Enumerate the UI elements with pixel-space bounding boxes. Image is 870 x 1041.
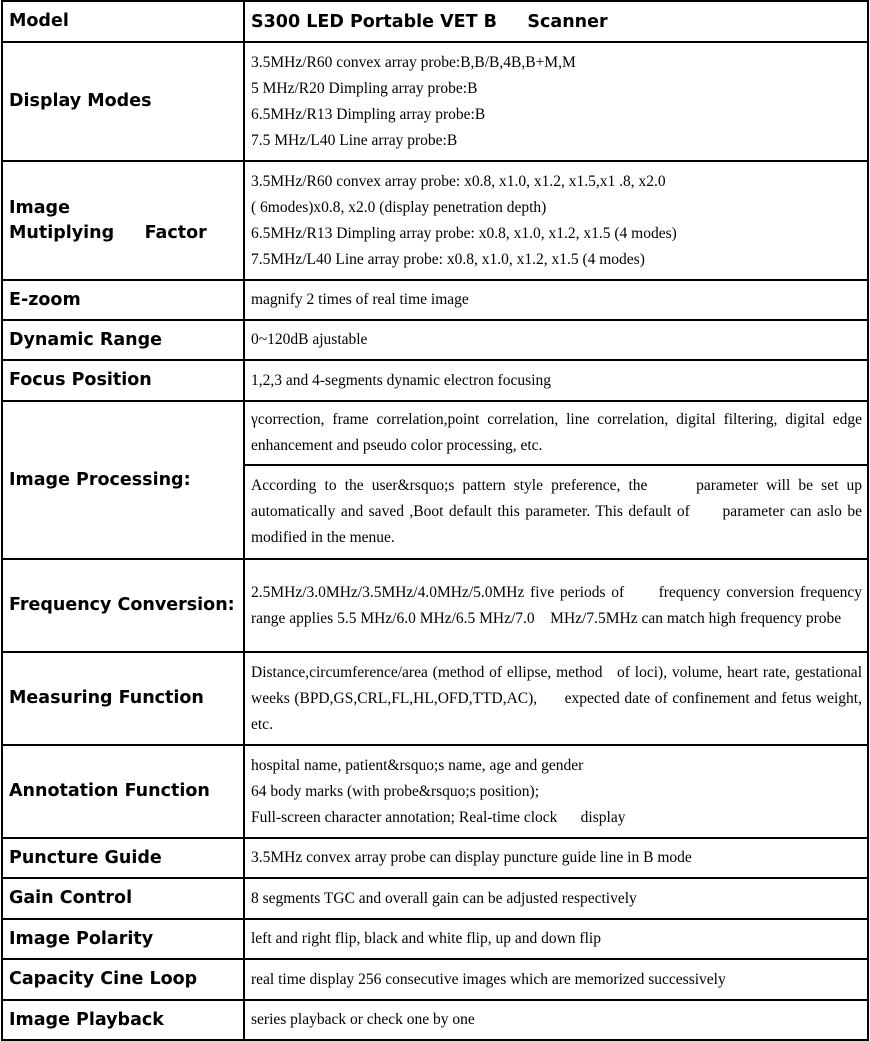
table-row xyxy=(2,559,868,652)
row-value-annotation-function xyxy=(244,745,868,838)
row-label-frequency-conversion: Frequency Conversion: xyxy=(2,559,244,652)
spec-table xyxy=(1,0,869,1041)
table-row xyxy=(2,652,868,745)
row-label-puncture-guide: Puncture Guide xyxy=(2,838,244,878)
table-row xyxy=(2,1,868,42)
row-value-focus-position: 1,2,3 and 4-segments dynamic electron focusing xyxy=(244,360,868,401)
row-value-image-processing-1: γcorrection, frame correlation,point correlation, line correlation, digital filtering, digital edge enhancement and pseudo color processing, etc. xyxy=(244,401,868,465)
factor-line: ( 6modes)x0.8, x2.0 (display penetration depth) xyxy=(251,198,547,216)
label-line: Image xyxy=(9,197,70,218)
row-value-image-multiplying-factor xyxy=(244,161,868,280)
factor-line: 7.5MHz/L40 Line array probe: x0.8, x1.0, x1.2, x1.5 (4 modes) xyxy=(251,250,645,268)
row-value-e-zoom: magnify 2 times of real time image xyxy=(244,280,868,320)
row-value-puncture-guide: 3.5MHz convex array probe can display puncture guide line in B mode xyxy=(244,838,868,878)
display-mode-line: 7.5 MHz/L40 Line array probe:B xyxy=(251,131,458,149)
label-line: Mutiplying Factor xyxy=(9,222,207,243)
row-label-e-zoom: E-zoom xyxy=(2,280,244,320)
row-label-model: Model xyxy=(2,1,244,42)
row-label-display-modes: Display Modes xyxy=(2,42,244,161)
table-row xyxy=(2,745,868,838)
row-value-measuring-function: Distance,circumference/area (method of ellipse, method of loci), volume, heart rate, gestational weeks (BPD,GS,CRL,FL,HL,OFD,TTD,AC), expected date of confinement and fetus weight, etc. xyxy=(244,652,868,745)
table-row xyxy=(2,401,868,465)
row-label-measuring-function: Measuring Function xyxy=(2,652,244,745)
row-label-focus-position: Focus Position xyxy=(2,360,244,401)
table-row xyxy=(2,42,868,161)
table-row xyxy=(2,878,868,919)
factor-line: 6.5MHz/R13 Dimpling array probe: x0.8, x1.0, x1.2, x1.5 (4 modes) xyxy=(251,224,677,242)
row-value-model: S300 LED Portable VET B Scanner xyxy=(244,1,868,42)
row-value-capacity-cine-loop: real time display 256 consecutive images which are memorized successively xyxy=(244,959,868,1000)
table-row xyxy=(2,280,868,320)
annotation-line: Full-screen character annotation; Real-time clock display xyxy=(251,808,626,826)
row-value-image-playback: series playback or check one by one xyxy=(244,1000,868,1040)
row-value-frequency-conversion: 2.5MHz/3.0MHz/3.5MHz/4.0MHz/5.0MHz five periods of frequency conversion frequency range applies 5.5 MHz/6.0 MHz/6.5 MHz/7.0 MHz/7.5MHz can match high frequency probe xyxy=(244,559,868,652)
display-mode-line: 5 MHz/R20 Dimpling array probe:B xyxy=(251,79,478,97)
table-row xyxy=(2,838,868,878)
annotation-line: hospital name, patient&rsquo;s name, age and gender xyxy=(251,756,584,774)
row-label-capacity-cine-loop: Capacity Cine Loop xyxy=(2,959,244,1000)
table-row xyxy=(2,1000,868,1040)
row-label-image-polarity: Image Polarity xyxy=(2,919,244,959)
row-value-display-modes xyxy=(244,42,868,161)
row-label-image-multiplying-factor xyxy=(2,161,244,280)
row-label-annotation-function: Annotation Function xyxy=(2,745,244,838)
annotation-line: 64 body marks (with probe&rsquo;s position); xyxy=(251,782,540,800)
display-mode-line: 6.5MHz/R13 Dimpling array probe:B xyxy=(251,105,486,123)
row-label-dynamic-range: Dynamic Range xyxy=(2,320,244,360)
table-row xyxy=(2,919,868,959)
display-mode-line: 3.5MHz/R60 convex array probe:B,B/B,4B,B+M,M xyxy=(251,53,576,71)
row-value-gain-control: 8 segments TGC and overall gain can be adjusted respectively xyxy=(244,878,868,919)
table-row xyxy=(2,360,868,401)
table-row xyxy=(2,959,868,1000)
table-row xyxy=(2,161,868,280)
row-label-image-processing: Image Processing: xyxy=(2,401,244,559)
row-value-dynamic-range: 0~120dB ajustable xyxy=(244,320,868,360)
row-value-image-polarity: left and right flip, black and white flip, up and down flip xyxy=(244,919,868,959)
table-row xyxy=(2,320,868,360)
row-label-gain-control: Gain Control xyxy=(2,878,244,919)
row-value-image-processing-2: According to the user&rsquo;s pattern style preference, the parameter will be set up automatically and saved ,Boot default this parameter. This default of parameter can aslo be modified in the menue. xyxy=(244,465,868,559)
factor-line: 3.5MHz/R60 convex array probe: x0.8, x1.0, x1.2, x1.5,x1 .8, x2.0 xyxy=(251,172,666,190)
row-label-image-playback: Image Playback xyxy=(2,1000,244,1040)
